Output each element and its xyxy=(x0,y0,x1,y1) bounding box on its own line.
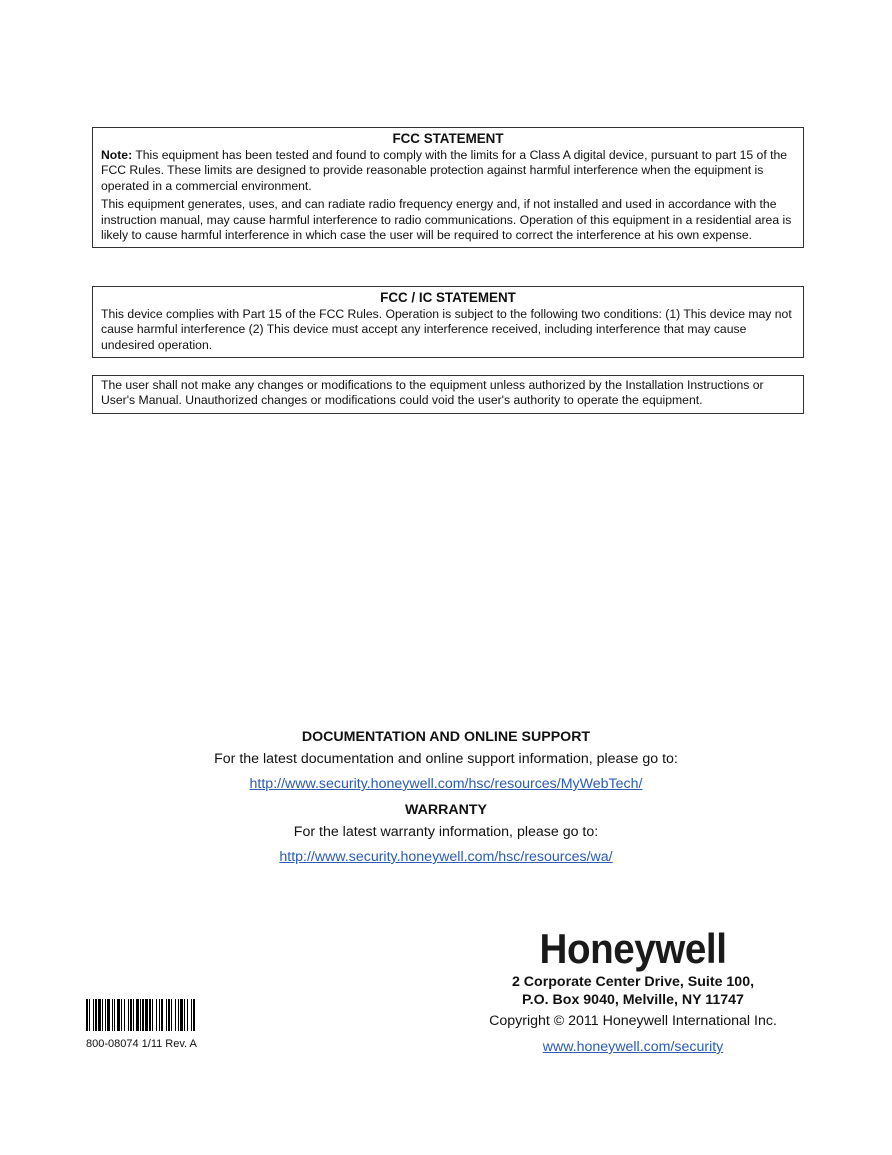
barcode-bar xyxy=(161,999,163,1031)
barcode-bar xyxy=(178,999,179,1031)
modifications-box xyxy=(92,375,804,414)
barcode-bar xyxy=(130,999,132,1031)
barcode-image xyxy=(86,999,298,1031)
barcode-bar xyxy=(166,999,167,1031)
barcode-bar xyxy=(159,999,160,1031)
part-number: 800-08074 1/11 Rev. A xyxy=(86,1038,197,1050)
address-line-2: P.O. Box 9040, Melville, NY 11747 xyxy=(522,992,744,1008)
website-link-row xyxy=(478,1038,788,1056)
barcode-bar xyxy=(180,999,183,1031)
barcode-bar xyxy=(89,999,90,1031)
barcode-bar xyxy=(168,999,170,1031)
barcode-bar xyxy=(156,999,157,1031)
fcc-note-paragraph xyxy=(101,148,795,194)
fcc-paragraph-2: This equipment generates, uses, and can radiate radio frequency energy and, if not installed and used in accordance with the instruction manual, may cause harmful interference to radio communications. Operation of this equipment in a residential area is likely to cause harmful interference in which case the user will be required to correct the interference at his own expense. xyxy=(101,197,792,243)
barcode-bar xyxy=(128,999,129,1031)
barcode-bar xyxy=(171,999,172,1031)
barcode-bar xyxy=(175,999,176,1031)
barcode-bar xyxy=(93,999,94,1031)
barcode-bar xyxy=(187,999,188,1031)
barcode-bar xyxy=(121,999,122,1031)
barcode-bar xyxy=(191,999,192,1031)
barcode-bar xyxy=(193,999,195,1031)
honeywell-logo: Honeywell xyxy=(539,925,727,972)
barcode-bar xyxy=(112,999,113,1031)
brand-block xyxy=(478,925,788,1056)
address xyxy=(478,973,788,1009)
barcode-bar xyxy=(86,999,88,1031)
fcc-ic-statement-box xyxy=(92,286,804,358)
barcode-bar xyxy=(140,999,141,1031)
documentation-heading: DOCUMENTATION AND ONLINE SUPPORT xyxy=(301,729,591,745)
barcode-bar xyxy=(145,999,148,1031)
note-label: Note: xyxy=(101,148,133,162)
address-line-1: 2 Corporate Center Drive, Suite 100, xyxy=(511,974,755,990)
documentation-link[interactable]: http://www.security.honeywell.com/hsc/resources/MyWebTech/ xyxy=(249,776,643,792)
barcode-bar xyxy=(136,999,139,1031)
warranty-link-row xyxy=(0,848,892,866)
warranty-text: For the latest warranty information, please go to: xyxy=(293,824,599,840)
documentation-text: For the latest documentation and online support information, please go to: xyxy=(214,751,678,767)
barcode-bar xyxy=(149,999,151,1031)
barcode-bar xyxy=(152,999,153,1031)
warranty-link[interactable]: http://www.security.honeywell.com/hsc/resources/wa/ xyxy=(279,849,613,865)
barcode-bar xyxy=(133,999,134,1031)
barcode-bar xyxy=(142,999,144,1031)
warranty-heading: WARRANTY xyxy=(405,802,487,818)
barcode-bar xyxy=(107,999,110,1031)
barcode-bar xyxy=(95,999,97,1031)
documentation-link-row xyxy=(0,775,892,793)
fcc-ic-statement-title: FCC / IC STATEMENT xyxy=(380,290,516,305)
barcode-bar xyxy=(102,999,103,1031)
fcc-ic-paragraph: This device complies with Part 15 of the FCC Rules. Operation is subject to the following two conditions: (1) This device may not cause harmful interference (2) This device must accept any interference received, including interference that may cause undesired operation. xyxy=(101,307,792,352)
barcode-bar xyxy=(124,999,125,1031)
barcode-bar xyxy=(117,999,120,1031)
barcode-bar xyxy=(184,999,185,1031)
fcc-statement-box xyxy=(92,127,804,248)
note-text: This equipment has been tested and found to comply with the limits for a Class A digital device, pursuant to part 15 of the FCC Rules. These limits are designed to provide reasonable protection against harmful interference when the equipment is operated in a commercial environment. xyxy=(101,148,788,193)
modifications-paragraph: The user shall not make any changes or modifications to the equipment unless authorized by the Installation Instructions or User's Manual. Unauthorized changes or modifications could void the user's authority to operate the equipment. xyxy=(101,378,764,408)
barcode-bar xyxy=(98,999,101,1031)
fcc-statement-title: FCC STATEMENT xyxy=(392,131,504,146)
barcode-bar xyxy=(114,999,115,1031)
website-link[interactable]: www.honeywell.com/security xyxy=(542,1039,724,1055)
copyright-text: Copyright © 2011 Honeywell International Inc. xyxy=(489,1013,777,1029)
barcode-bar xyxy=(105,999,106,1031)
